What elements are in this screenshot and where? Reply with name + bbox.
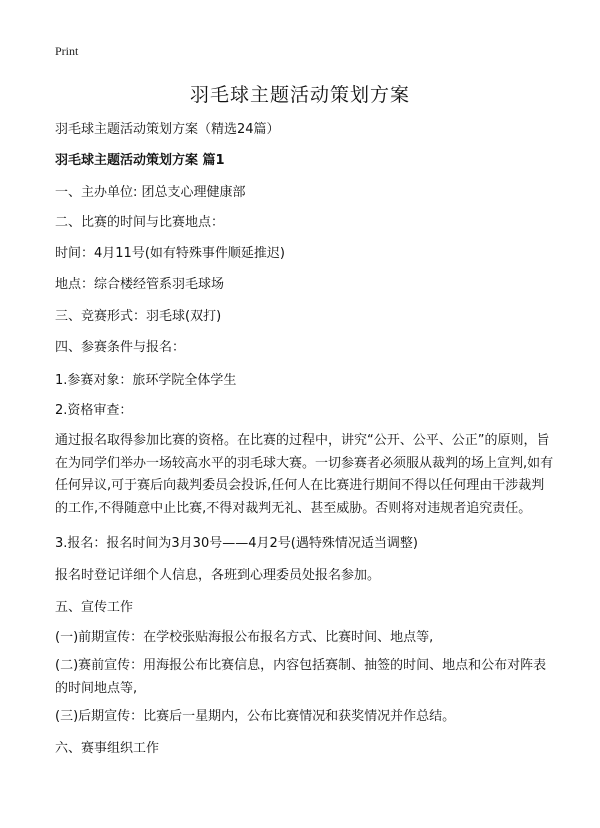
paragraph-registration-info: 报名时登记详细个人信息，各班到心理委员处报名参加。 [55,568,381,583]
paragraph-qualification-heading: 2.资格审查： [55,403,133,418]
print-label: Print [55,44,79,58]
paragraph-publicity-post: (三)后期宣传：比赛后一星期内，公布比赛情况和获奖情况并作总结。 [55,709,456,724]
paragraph-organization-heading: 六、赛事组织工作 [55,741,160,756]
paragraph-organizer: 一、主办单位: 团总支心理健康部 [55,185,246,200]
paragraph-place: 地点：综合楼经管系羽毛球场 [55,277,225,292]
paragraph-publicity-pre-match: (二)赛前宣传：用海报公布比赛信息，内容包括赛制、抽签的时间、地点和公布对阵表的时间地点等, [55,658,547,696]
paragraph-qualification-body: 通过报名取得参加比赛的资格。在比赛的过程中，讲究“公开、公平、公正”的原则，旨在为同学们举办一场较高水平的羽毛球大赛。一切参赛者必须服从裁判的场上宣判,如有任何异议,可于赛后向裁判委员会投诉,任何人在比赛进行期间不得以任何理由干涉裁判的工作,不得随意中止比赛,不得对裁判无礼、甚至威胁。否则将对违规者追究责任。 [55,433,554,516]
paragraph-registration-time: 3.报名：报名时间为3月30号——4月2号(遇特殊情况适当调整) [55,536,418,551]
paragraph-publicity-heading: 五、宣传工作 [55,600,134,615]
document-title: 羽毛球主题活动策划方案 [189,84,410,106]
paragraph-conditions-heading: 四、参赛条件与报名： [55,340,186,355]
paragraph-time: 时间：4月11号(如有特殊事件顺延推迟) [55,246,285,261]
paragraph-format: 三、竞赛形式：羽毛球(双打) [55,309,222,324]
paragraph-participants: 1.参赛对象：旅环学院全体学生 [55,373,237,388]
paragraph-publicity-early: (一)前期宣传：在学校张贴海报公布报名方式、比赛时间、地点等, [55,630,434,645]
document-subtitle: 羽毛球主题活动策划方案（精选24篇） [55,122,280,137]
section-heading: 羽毛球主题活动策划方案 篇1 [55,153,225,168]
paragraph-time-place-heading: 二、比赛的时间与比赛地点： [55,215,225,230]
